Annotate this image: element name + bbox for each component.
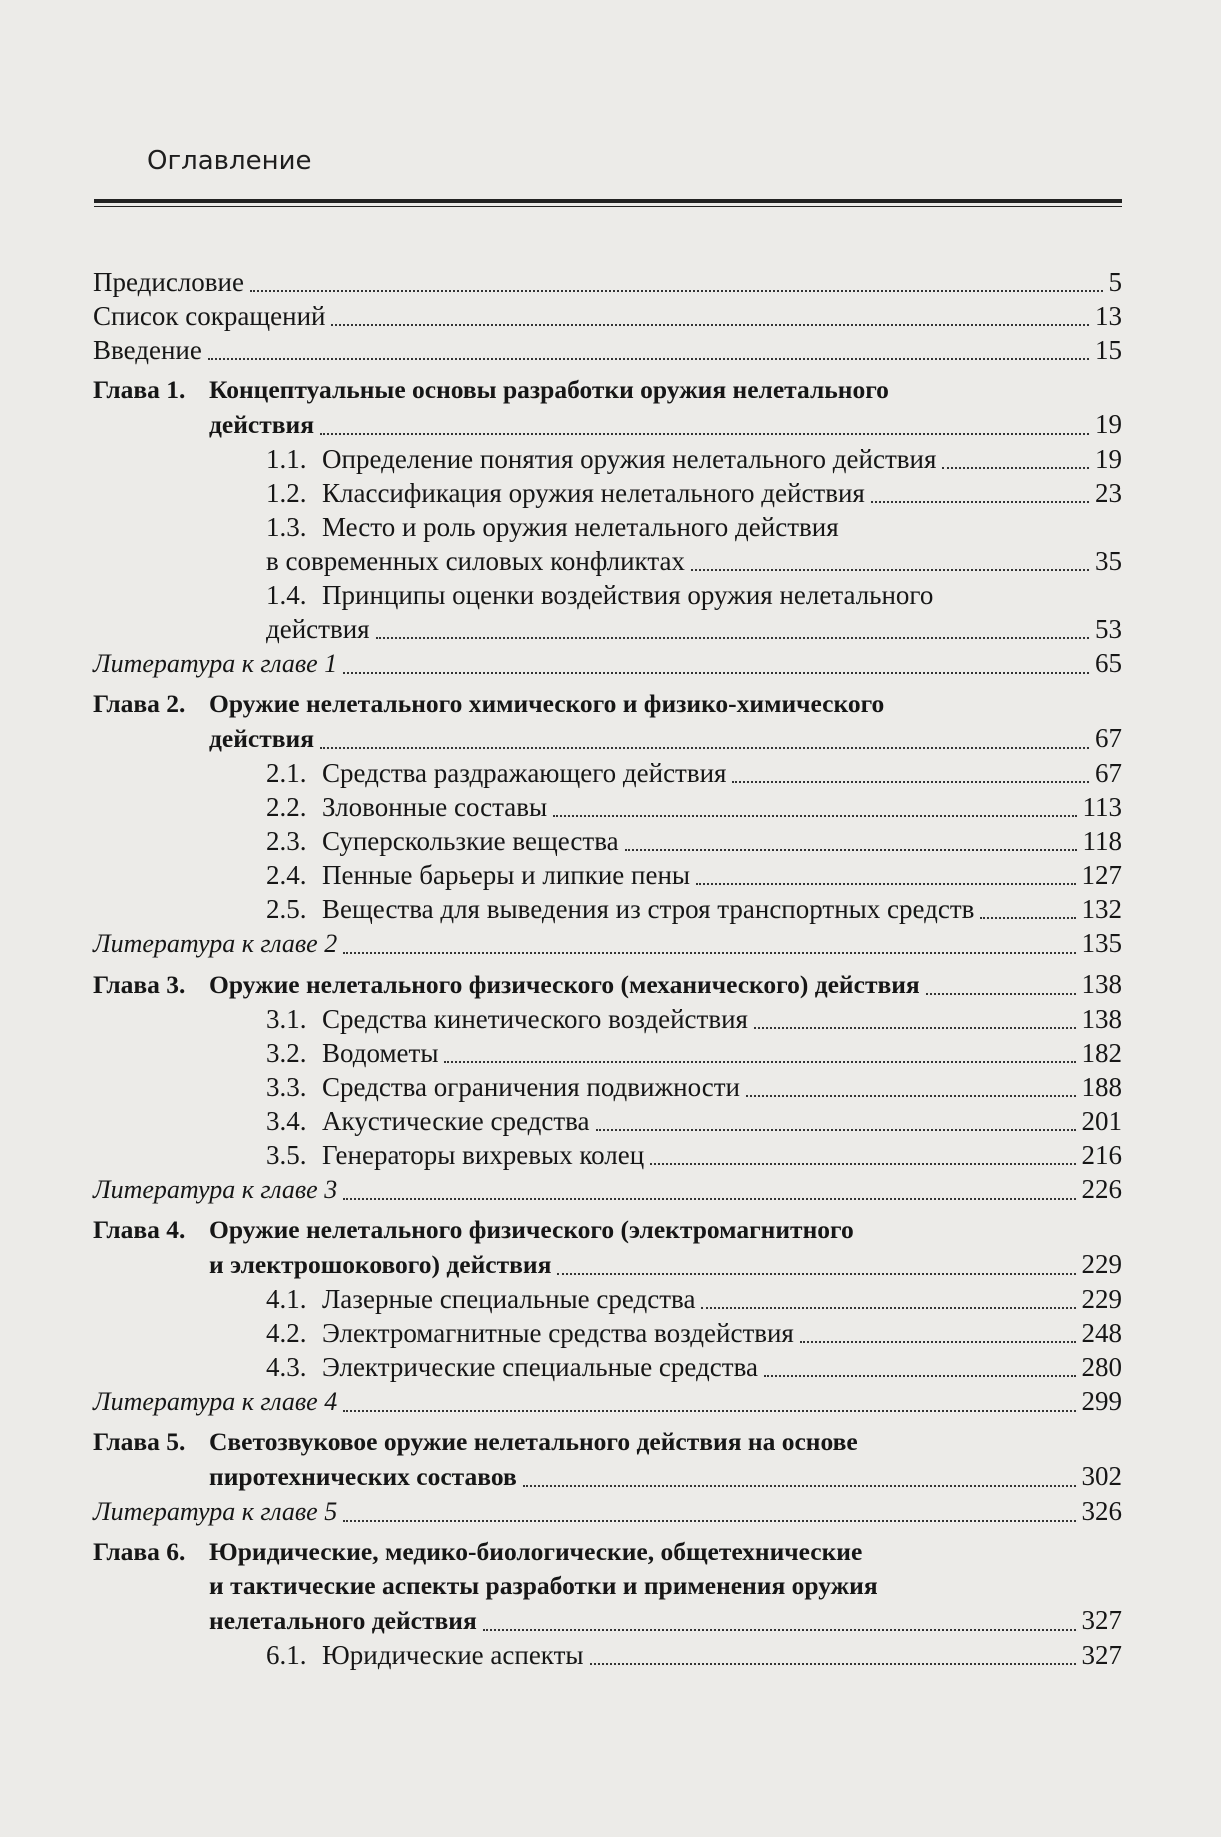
toc-line [93, 1002, 1122, 1036]
toc-number: 3.1. [266, 1004, 307, 1034]
toc-line [93, 1138, 1122, 1172]
toc-line [93, 926, 1122, 961]
toc-leader-dots [483, 1628, 1076, 1631]
toc-leader-dots [523, 1484, 1076, 1487]
toc-number: 4.2. [266, 1318, 307, 1348]
toc-title: Литература к главе 1 [93, 649, 338, 678]
toc-page-number: 67 [1095, 758, 1122, 788]
toc-leader-dots [691, 568, 1089, 571]
toc-line [93, 1535, 1122, 1569]
toc-line [93, 544, 1122, 578]
toc-title: Литература к главе 5 [93, 1497, 338, 1526]
toc-title: Электромагнитные средства воздействия [322, 1318, 794, 1348]
toc-line [93, 1070, 1122, 1104]
toc-chapter-entry [93, 1425, 1122, 1494]
toc-title: Средства ограничения подвижности [322, 1072, 740, 1102]
toc-number: Глава 3. [93, 970, 186, 999]
toc-line [93, 687, 1122, 721]
toc-line [93, 1603, 1122, 1638]
toc-title: Светозвуковое оружие нелетального действия на основе [209, 1427, 858, 1456]
toc-page-number: 302 [1081, 1461, 1122, 1491]
toc-title: Предисловие [93, 267, 244, 297]
toc-page-number: 135 [1081, 928, 1122, 958]
toc-title: Классификация оружия нелетального действия [322, 478, 865, 508]
toc-number: 3.4. [266, 1106, 307, 1136]
toc-page-number: 65 [1095, 648, 1122, 678]
toc-line [93, 1282, 1122, 1316]
toc-entry [93, 265, 1122, 299]
toc-chapter-entry [93, 967, 1122, 1002]
toc-leader-dots [701, 1306, 1075, 1309]
toc-leader-dots [343, 951, 1075, 954]
toc-line [93, 476, 1122, 510]
toc-number: 2.2. [266, 792, 307, 822]
toc-line [93, 1569, 1122, 1603]
toc-title: Суперскользкие вещества [322, 826, 619, 856]
toc-number: Глава 5. [93, 1427, 186, 1456]
toc-leader-dots [590, 1662, 1076, 1665]
toc-line [93, 407, 1122, 442]
toc-line [93, 333, 1122, 367]
heading-rule-thick [94, 199, 1122, 203]
toc-page-number: 299 [1081, 1386, 1122, 1416]
toc-leader-dots [746, 1094, 1076, 1097]
toc-leader-dots [625, 848, 1077, 851]
toc-number: 2.4. [266, 860, 307, 890]
toc-title: Водометы [322, 1038, 439, 1068]
toc-line [93, 790, 1122, 824]
toc-page-number: 248 [1081, 1318, 1122, 1348]
toc-leader-dots [942, 466, 1089, 469]
toc-page-number: 226 [1081, 1174, 1122, 1204]
toc-line [93, 373, 1122, 407]
toc-line [93, 510, 1122, 544]
toc-leader-dots [732, 780, 1089, 783]
toc-title: Средства кинетического воздействия [322, 1004, 748, 1034]
toc-number: Глава 1. [93, 375, 186, 404]
toc-title: Акустические средства [322, 1106, 590, 1136]
toc-number: 1.1. [266, 444, 307, 474]
heading-rule-thin [94, 206, 1122, 207]
toc-title: Литература к главе 4 [93, 1387, 338, 1416]
toc-page-number: 327 [1081, 1640, 1122, 1670]
toc-section-entry [93, 1036, 1122, 1070]
toc-line [93, 1494, 1122, 1529]
toc-page-number: 5 [1108, 267, 1122, 297]
toc-page-number: 23 [1095, 478, 1122, 508]
toc-leader-dots [754, 1026, 1076, 1029]
toc-title: Вещества для выведения из строя транспортных средств [322, 894, 975, 924]
toc-title: Оружие нелетального физического (электромагнитного [209, 1215, 854, 1244]
toc-number: 1.4. [266, 580, 307, 610]
toc-line [93, 1459, 1122, 1494]
toc-title: Юридические аспекты [322, 1640, 584, 1670]
toc-title: пиротехнических составов [209, 1462, 517, 1491]
toc-number: 1.2. [266, 478, 307, 508]
toc-title: Электрические специальные средства [322, 1352, 758, 1382]
toc-page-number: 229 [1081, 1284, 1122, 1314]
toc-line [93, 646, 1122, 681]
toc-page-number: 35 [1095, 546, 1122, 576]
toc-number: 4.1. [266, 1284, 307, 1314]
toc-leader-dots [208, 357, 1089, 360]
toc-section-entry [93, 892, 1122, 926]
toc-title: в современных силовых конфликтах [266, 546, 685, 576]
toc-leader-dots [557, 1272, 1075, 1275]
toc-page-number: 188 [1081, 1072, 1122, 1102]
toc-leader-dots [553, 814, 1076, 817]
toc-title: Оружие нелетального химического и физико-химического [209, 689, 885, 718]
toc-number: 2.5. [266, 894, 307, 924]
toc-title: действия [209, 724, 315, 753]
toc-page-number: 216 [1081, 1140, 1122, 1170]
toc-title: Литература к главе 2 [93, 929, 338, 958]
toc-leader-dots [444, 1060, 1075, 1063]
toc-page-number: 326 [1081, 1496, 1122, 1526]
toc-number: 2.1. [266, 758, 307, 788]
toc-section-entry [93, 790, 1122, 824]
toc-title: и электрошокового) действия [209, 1250, 552, 1279]
toc-leader-dots [926, 992, 1076, 995]
toc-section-entry [93, 1316, 1122, 1350]
toc-title: Юридические, медико-биологические, общетехнические [209, 1537, 863, 1566]
toc-title: Определение понятия оружия нелетального действия [322, 444, 937, 474]
toc-title: Введение [93, 335, 202, 365]
toc-number: Глава 2. [93, 689, 186, 718]
toc-number: 1.3. [266, 512, 307, 542]
toc-title: нелетального действия [209, 1606, 477, 1635]
toc-leader-dots [343, 1519, 1075, 1522]
toc-page-number: 19 [1095, 409, 1122, 439]
toc-number: Глава 6. [93, 1537, 186, 1566]
toc-number: 3.2. [266, 1038, 307, 1068]
toc-line [93, 1425, 1122, 1459]
toc-line [93, 1104, 1122, 1138]
toc-title: Литература к главе 3 [93, 1175, 338, 1204]
toc-section-entry [93, 756, 1122, 790]
toc-title: Зловонные составы [322, 792, 548, 822]
toc-title: Место и роль оружия нелетального действия [322, 512, 839, 542]
toc-line [93, 265, 1122, 299]
toc-title: Генераторы вихревых колец [322, 1140, 645, 1170]
toc-chapter-entry [93, 373, 1122, 442]
toc-title: Средства раздражающего действия [322, 758, 727, 788]
toc-chapter-entry [93, 1213, 1122, 1282]
toc-literature-entry [93, 1384, 1122, 1419]
toc-page-number: 138 [1081, 969, 1122, 999]
toc-line [93, 612, 1122, 646]
toc-section-entry [93, 442, 1122, 476]
toc-section-entry [93, 1002, 1122, 1036]
table-of-contents [93, 265, 1122, 1672]
toc-line [93, 721, 1122, 756]
toc-title: действия [266, 614, 370, 644]
toc-title: Оружие нелетального физического (механического) действия [209, 970, 920, 999]
toc-leader-dots [376, 636, 1089, 639]
toc-title: действия [209, 410, 315, 439]
toc-leader-dots [650, 1162, 1075, 1165]
toc-section-entry [93, 1638, 1122, 1672]
toc-chapter-entry [93, 1535, 1122, 1638]
toc-number: 4.3. [266, 1352, 307, 1382]
toc-leader-dots [331, 323, 1089, 326]
toc-number: Глава 4. [93, 1215, 186, 1244]
toc-section-entry [93, 824, 1122, 858]
toc-title: Лазерные специальные средства [322, 1284, 696, 1314]
toc-leader-dots [696, 882, 1075, 885]
toc-line [93, 824, 1122, 858]
toc-section-entry [93, 1070, 1122, 1104]
toc-section-entry [93, 476, 1122, 510]
toc-entry [93, 333, 1122, 367]
toc-literature-entry [93, 1172, 1122, 1207]
toc-page-number: 229 [1081, 1249, 1122, 1279]
toc-line [93, 756, 1122, 790]
toc-line [93, 967, 1122, 1002]
toc-line [93, 1384, 1122, 1419]
toc-page-number: 138 [1081, 1004, 1122, 1034]
toc-page-number: 113 [1082, 792, 1122, 822]
toc-page-number: 280 [1081, 1352, 1122, 1382]
toc-page-number: 67 [1095, 723, 1122, 753]
toc-title: Список сокращений [93, 301, 326, 331]
toc-heading: Оглавление [147, 146, 312, 176]
toc-leader-dots [343, 671, 1089, 674]
toc-line [93, 1350, 1122, 1384]
toc-leader-dots [320, 746, 1089, 749]
toc-line [93, 1213, 1122, 1247]
toc-page-number: 127 [1081, 860, 1122, 890]
toc-number: 6.1. [266, 1640, 307, 1670]
toc-literature-entry [93, 646, 1122, 681]
toc-leader-dots [250, 289, 1103, 292]
toc-leader-dots [320, 432, 1089, 435]
toc-line [93, 1172, 1122, 1207]
toc-title: Концептуальные основы разработки оружия нелетального [209, 375, 889, 404]
toc-page-number: 201 [1081, 1106, 1122, 1136]
toc-line [93, 1316, 1122, 1350]
toc-page-number: 53 [1095, 614, 1122, 644]
toc-section-entry [93, 858, 1122, 892]
toc-number: 3.3. [266, 1072, 307, 1102]
toc-chapter-entry [93, 687, 1122, 756]
toc-leader-dots [343, 1197, 1075, 1200]
toc-section-entry [93, 1282, 1122, 1316]
toc-section-entry [93, 1104, 1122, 1138]
toc-entry [93, 299, 1122, 333]
toc-line [93, 1036, 1122, 1070]
toc-line [93, 578, 1122, 612]
toc-leader-dots [764, 1374, 1076, 1377]
toc-page-number: 19 [1095, 444, 1122, 474]
toc-line [93, 1247, 1122, 1282]
toc-line [93, 892, 1122, 926]
toc-page-number: 118 [1082, 826, 1122, 856]
toc-title: Принципы оценки воздействия оружия нелетального [322, 580, 934, 610]
toc-line [93, 1638, 1122, 1672]
toc-title: и тактические аспекты разработки и применения оружия [209, 1571, 878, 1600]
toc-leader-dots [871, 500, 1089, 503]
toc-section-entry [93, 510, 1122, 578]
toc-number: 2.3. [266, 826, 307, 856]
toc-leader-dots [343, 1409, 1075, 1412]
toc-leader-dots [596, 1128, 1076, 1131]
toc-page-number: 13 [1095, 301, 1122, 331]
toc-leader-dots [980, 916, 1075, 919]
toc-section-entry [93, 578, 1122, 646]
toc-line [93, 858, 1122, 892]
toc-section-entry [93, 1138, 1122, 1172]
toc-page-number: 132 [1081, 894, 1122, 924]
toc-number: 3.5. [266, 1140, 307, 1170]
toc-leader-dots [800, 1340, 1076, 1343]
toc-title: Пенные барьеры и липкие пены [322, 860, 691, 890]
toc-line [93, 299, 1122, 333]
toc-page-number: 327 [1081, 1605, 1122, 1635]
toc-line [93, 442, 1122, 476]
toc-page-number: 182 [1081, 1038, 1122, 1068]
toc-literature-entry [93, 1494, 1122, 1529]
toc-literature-entry [93, 926, 1122, 961]
toc-page-number: 15 [1095, 335, 1122, 365]
toc-section-entry [93, 1350, 1122, 1384]
